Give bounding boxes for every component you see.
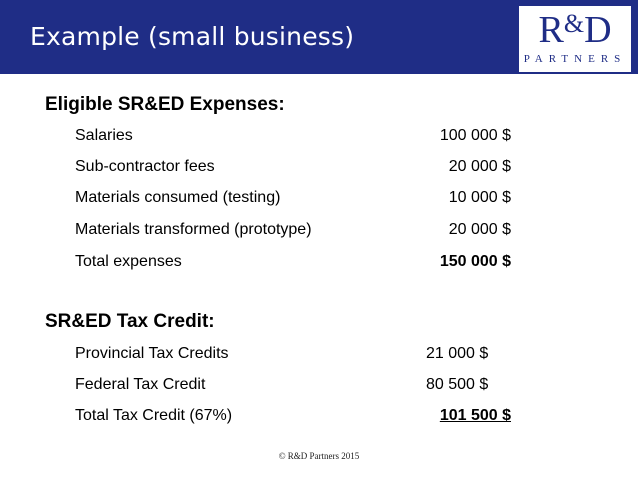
logo-subtitle: PARTNERS bbox=[523, 53, 627, 65]
logo-ampersand: & bbox=[563, 9, 585, 38]
expense-value-salaries: 100 000 $ bbox=[439, 127, 511, 144]
expense-value-materials-transformed: 20 000 $ bbox=[448, 221, 511, 238]
credit-value-federal: 80 500 $ bbox=[426, 376, 489, 393]
logo-letter-r: R bbox=[538, 9, 564, 51]
expense-value-materials-consumed: 10 000 $ bbox=[448, 189, 511, 206]
credit-value-total: 101 500 $ bbox=[439, 407, 511, 424]
expense-value-total: 150 000 $ bbox=[439, 253, 511, 270]
copyright-footer: © R&D Partners 2015 bbox=[278, 451, 360, 461]
title-bar bbox=[0, 0, 638, 74]
logo-mark bbox=[519, 10, 631, 54]
credit-value-provincial: 21 000 $ bbox=[426, 345, 489, 362]
tax-credit-heading: SR&ED Tax Credit: bbox=[45, 311, 215, 332]
expense-label-subcontractor: Sub-contractor fees bbox=[75, 158, 215, 175]
expense-label-salaries: Salaries bbox=[75, 127, 133, 144]
expenses-heading: Eligible SR&ED Expenses: bbox=[45, 94, 285, 115]
credit-label-federal: Federal Tax Credit bbox=[75, 376, 206, 393]
expense-value-subcontractor: 20 000 $ bbox=[448, 158, 511, 175]
expense-label-total: Total expenses bbox=[75, 253, 182, 270]
credit-label-provincial: Provincial Tax Credits bbox=[75, 345, 229, 362]
expense-label-materials-transformed: Materials transformed (prototype) bbox=[75, 221, 312, 238]
logo-letter-d: D bbox=[584, 9, 612, 51]
rd-partners-logo bbox=[519, 6, 631, 72]
slide-title: Example (small business) bbox=[30, 22, 355, 51]
credit-label-total: Total Tax Credit (67%) bbox=[75, 407, 233, 424]
expense-label-materials-consumed: Materials consumed (testing) bbox=[75, 189, 281, 206]
